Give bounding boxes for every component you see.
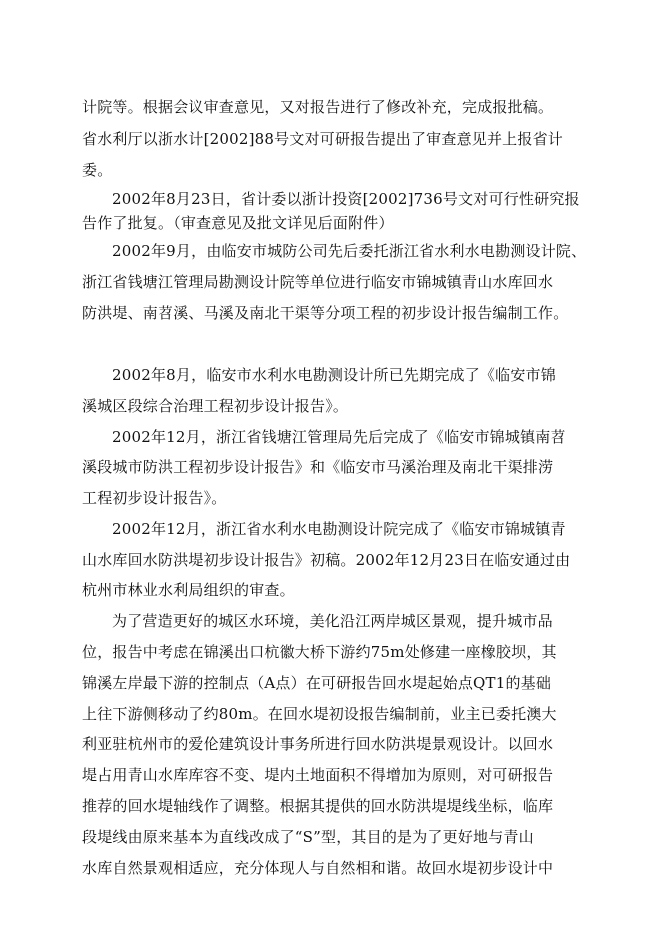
text-line: 浙江省钱塘江管理局勘测设计院等单位进行临安市锦城镇青山水库回水	[82, 273, 554, 291]
text-line: 利亚驻杭州市的爱伦建筑设计事务所进行回水防洪堤景观设计。以回水	[82, 735, 554, 753]
text-line: 工程初步设计报告》。	[82, 489, 227, 507]
text-line: 计院等。根据会议审查意见，又对报告进行了修改补充，完成报批稿。	[82, 98, 554, 116]
text-line: 2002年9月，由临安市城防公司先后委托浙江省水利水电勘测设计院、	[112, 242, 587, 260]
text-line: 省水利厅以浙水计[2002]88号文对可研报告提出了审查意见并上报省计	[82, 130, 563, 148]
text-line: 位，报告中考虑在锦溪出口杭徽大桥下游约75m处修建一座橡胶坝，其	[82, 643, 557, 661]
text-line: 2002年12月，浙江省水利水电勘测设计院完成了《临安市锦城镇青	[112, 520, 566, 538]
text-line: 水库自然景观相适应，充分体现人与自然相和谐。故回水堤初步设计中	[82, 859, 554, 877]
text-line: 堤占用青山水库库容不变、堤内土地面积不得增加为原则，对可研报告	[82, 766, 554, 784]
text-line: 委。	[82, 161, 113, 179]
text-line: 上往下游侧移动了约80m。在回水堤初设报告编制前，业主已委托澳大	[82, 705, 557, 723]
text-line: 溪段城市防洪工程初步设计报告》和《临安市马溪治理及南北干渠排涝	[82, 458, 554, 476]
text-line: 溪城区段综合治理工程初步设计报告》。	[82, 397, 349, 415]
text-line: 山水库回水防洪堤初步设计报告》初稿。2002年12月23日在临安通过由	[82, 551, 571, 569]
text-line: 告作了批复。（审查意见及批文详见后面附件）	[82, 214, 394, 232]
text-line: 杭州市林业水利局组织的审查。	[82, 581, 295, 599]
text-line: 防洪堤、南苕溪、马溪及南北干渠等分项工程的初步设计报告编制工作。	[82, 304, 569, 322]
text-line: 为了营造更好的城区水环境，美化沿江两岸城区景观，提升城市品	[112, 612, 553, 630]
text-line: 2002年8月，临安市水利水电勘测设计所已先期完成了《临安市锦	[112, 366, 556, 384]
text-line: 推荐的回水堤轴线作了调整。根据其提供的回水防洪堤堤线坐标，临库	[82, 797, 554, 815]
text-line: 2002年12月，浙江省钱塘江管理局先后完成了《临安市锦城镇南苕	[112, 428, 566, 446]
text-line: 段堤线由原来基本为直线改成了“S”型，其目的是为了更好地与青山	[82, 828, 534, 846]
text-line: 2002年8月23日，省计委以浙计投资[2002]736号文对可行性研究报	[112, 190, 580, 208]
text-line: 锦溪左岸最下游的控制点（A点）在可研报告回水堤起始点QT1的基础	[82, 674, 552, 692]
